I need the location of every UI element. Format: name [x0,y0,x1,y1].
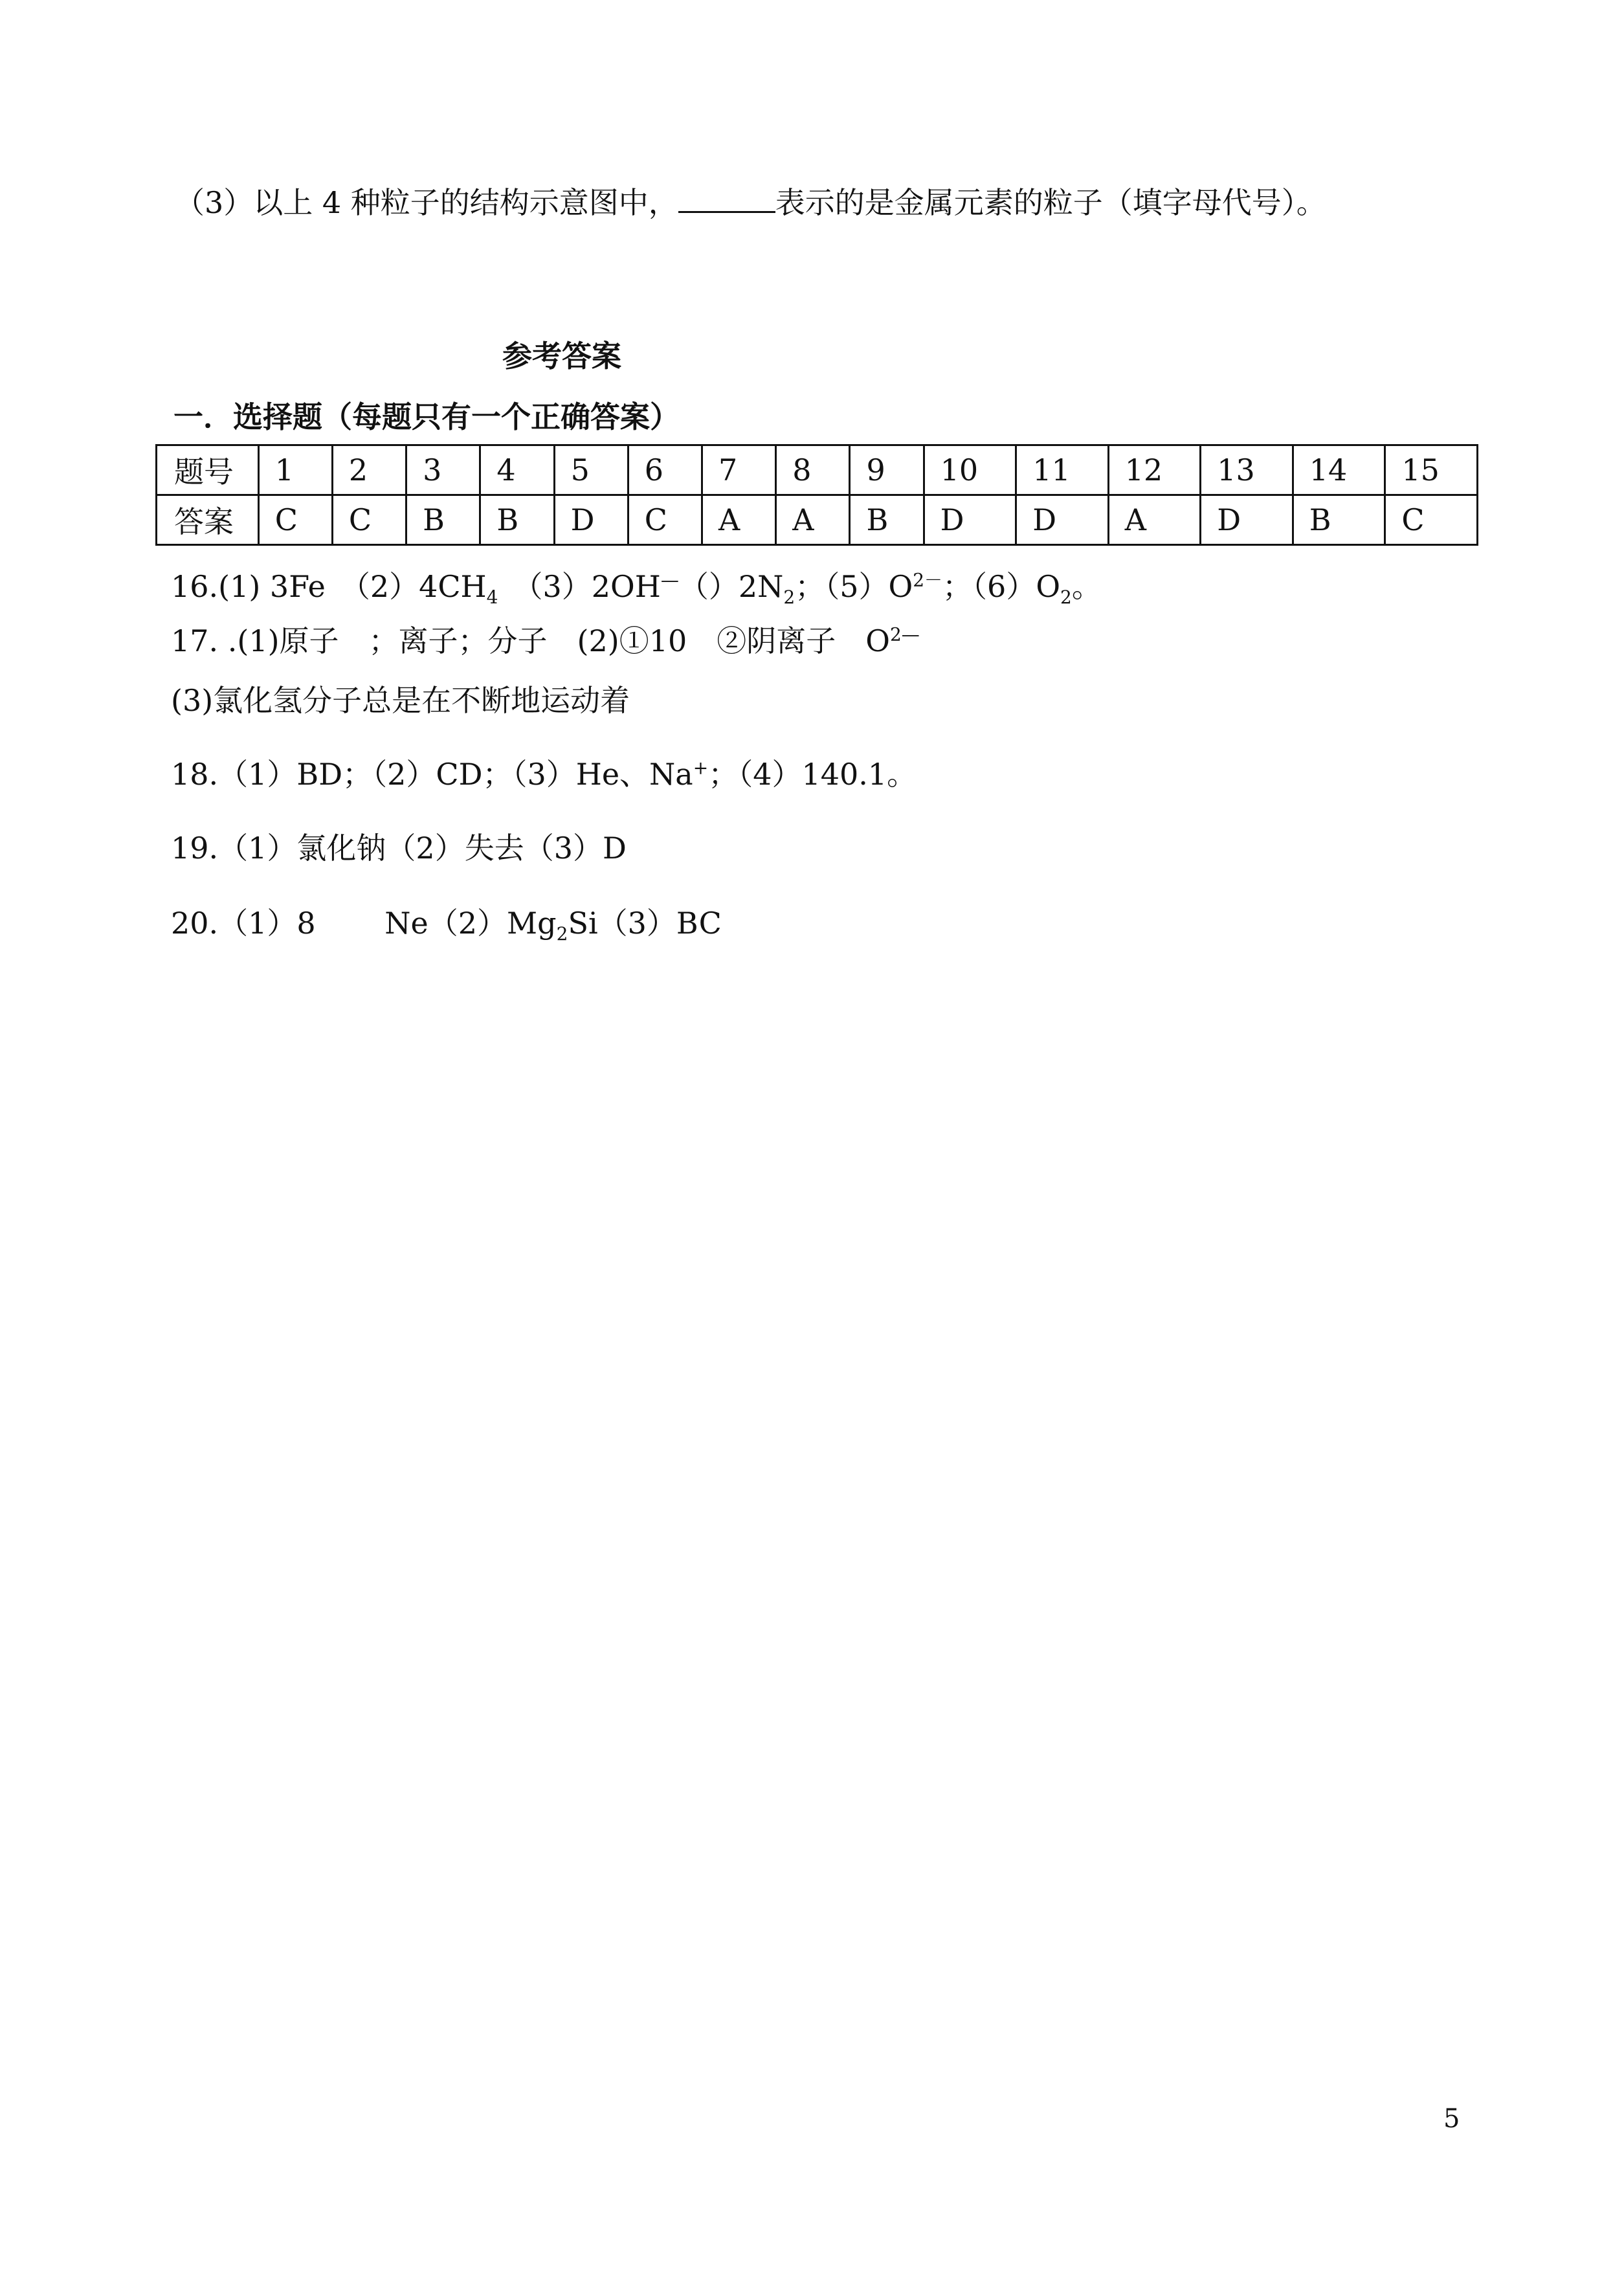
answer-16-part-f: 。 [1071,569,1102,604]
answer-17-sup: 2— [889,623,920,645]
answer-18 [171,755,917,794]
question-number-cell: 8 [776,445,850,495]
answer-16-sub-c: 2 [783,587,795,609]
answer-cell: A [776,495,850,545]
answer-cell: B [1293,495,1385,545]
question-number-cell: 12 [1108,445,1201,495]
question-number-cell: 15 [1385,445,1478,495]
question-number-cell: 10 [924,445,1016,495]
row-label-number: 题号 [157,445,259,495]
answer-16-part-d: ；（5）O [795,569,913,604]
answer-16 [171,567,1102,609]
answer-cell: D [1016,495,1109,545]
question-number-cell: 14 [1293,445,1385,495]
answer-17-line-2: (3)氯化氢分子总是在不断地运动着 [171,683,630,718]
question-number-cell: 1 [258,445,332,495]
answer-cell: B [850,495,924,545]
question-number-cell: 5 [554,445,628,495]
question-number-cell: 2 [332,445,406,495]
question-number-cell: 6 [628,445,702,495]
answer-cell: C [628,495,702,545]
answer-blank[interactable] [678,183,775,213]
answer-cell: C [258,495,332,545]
answer-16-part-c: （）2N [678,569,784,604]
answer-cell: C [332,495,406,545]
question-3-suffix: 表示的是金属元素的粒子（填字母代号）。 [775,185,1326,220]
answer-cell: B [480,495,554,545]
answer-19: 19.（1）氯化钠（2）失去（3）D [171,831,627,866]
question-number-cell: 7 [702,445,776,495]
question-number-cell: 11 [1016,445,1109,495]
row-label-answer: 答案 [157,495,259,545]
question-3-prefix: （3）以上 4 种粒子的结构示意图中， [175,185,678,220]
answer-cell: B [406,495,480,545]
answer-16-part-e: ；（6）O [942,569,1061,604]
answer-title: 参考答案 [502,339,621,374]
answer-17-text: 17. .(1)原子 ；离子；分子 (2)①10 ②阴离子 O [171,623,890,658]
question-number-cell: 4 [480,445,554,495]
answer-16-part-b: （3）2OH [498,569,661,604]
question-number-cell: 13 [1201,445,1293,495]
question-3 [175,183,1326,222]
answer-20-part-a: 20.（1）8 Ne（2）Mg [171,906,557,941]
answer-cell: D [924,495,1016,545]
answer-16-sub-a: 4 [486,587,498,609]
answer-17-line-1 [171,621,920,660]
answer-20-sub: 2 [556,923,568,945]
answer-cell: A [702,495,776,545]
question-number-cell: 9 [850,445,924,495]
answer-cell: D [554,495,628,545]
answer-16-sub-e: 2 [1060,587,1072,609]
answer-16-sup-b: — [660,569,679,591]
answer-20 [171,904,722,943]
table-row-numbers [157,445,1478,495]
answer-cell: C [1385,495,1478,545]
answer-table [155,444,1478,546]
answer-18-sup: + [693,757,709,779]
table-row-answers [157,495,1478,545]
page-number: 5 [1443,2104,1460,2134]
answer-18-part-b: ；（4）140.1。 [708,757,917,792]
answer-cell: A [1108,495,1201,545]
answer-16-part-a: 16.(1) 3Fe （2）4CH [171,569,487,604]
answer-20-part-b: Si（3）BC [568,906,722,941]
question-number-cell: 3 [406,445,480,495]
answer-16-sup-d: 2－ [913,569,943,591]
answer-cell: D [1201,495,1293,545]
answer-18-part-a: 18.（1）BD；（2）CD；（3）He、Na [171,757,693,792]
section-one-title: 一．选择题（每题只有一个正确答案） [173,399,680,434]
